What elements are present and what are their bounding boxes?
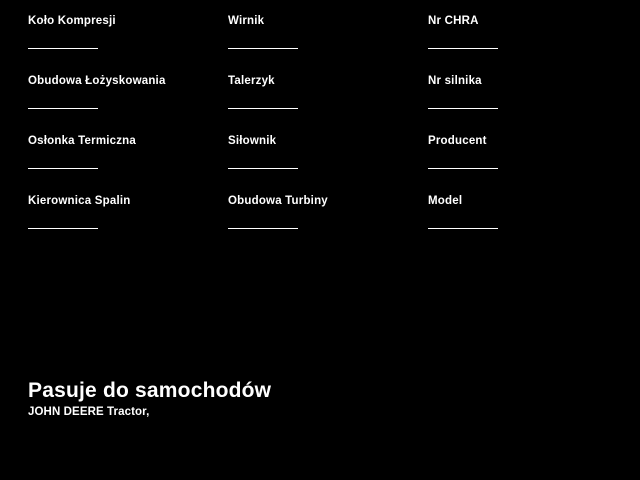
spec-value-underline xyxy=(428,228,498,229)
spec-item-nr-chra xyxy=(428,14,628,74)
spec-item-wirnik xyxy=(228,14,428,74)
spec-value-underline xyxy=(228,168,298,169)
spec-value-underline xyxy=(28,228,98,229)
spec-value-underline xyxy=(28,168,98,169)
spec-item-kierownica-spalin xyxy=(28,194,228,254)
spec-value-underline xyxy=(28,48,98,49)
spec-item-producent xyxy=(428,134,628,194)
spec-value-underline xyxy=(228,228,298,229)
spec-value-underline xyxy=(228,108,298,109)
spec-value-underline xyxy=(228,48,298,49)
spec-item-obudowa-turbiny xyxy=(228,194,428,254)
spec-item-kolo-kompresji xyxy=(28,14,228,74)
spec-item-talerzyk xyxy=(228,74,428,134)
spec-label: Kierownica Spalin xyxy=(28,195,131,207)
compatibility-title: Pasuje do samochodów xyxy=(28,379,272,402)
spec-label: Obudowa Łożyskowania xyxy=(28,75,166,87)
spec-label: Wirnik xyxy=(228,15,265,27)
spec-label: Koło Kompresji xyxy=(28,15,116,27)
spec-item-silownik xyxy=(228,134,428,194)
spec-label: Obudowa Turbiny xyxy=(228,195,328,207)
spec-value-underline xyxy=(28,108,98,109)
spec-label: Talerzyk xyxy=(228,75,275,87)
spec-label: Siłownik xyxy=(228,135,277,147)
spec-item-model xyxy=(428,194,628,254)
spec-value-underline xyxy=(428,108,498,109)
spec-value-underline xyxy=(428,168,498,169)
spec-label: Model xyxy=(428,195,463,207)
compatibility-vehicle-list: JOHN DEERE Tractor, xyxy=(28,406,150,418)
spec-item-nr-silnika xyxy=(428,74,628,134)
spec-label: Nr CHRA xyxy=(428,15,479,27)
spec-label: Producent xyxy=(428,135,487,147)
spec-value-underline xyxy=(428,48,498,49)
spec-label: Osłonka Termiczna xyxy=(28,135,137,147)
spec-label: Nr silnika xyxy=(428,75,482,87)
compatibility-section xyxy=(28,378,588,420)
spec-item-oslonka-termiczna xyxy=(28,134,228,194)
spec-item-obudowa-lozyskowania xyxy=(28,74,228,134)
